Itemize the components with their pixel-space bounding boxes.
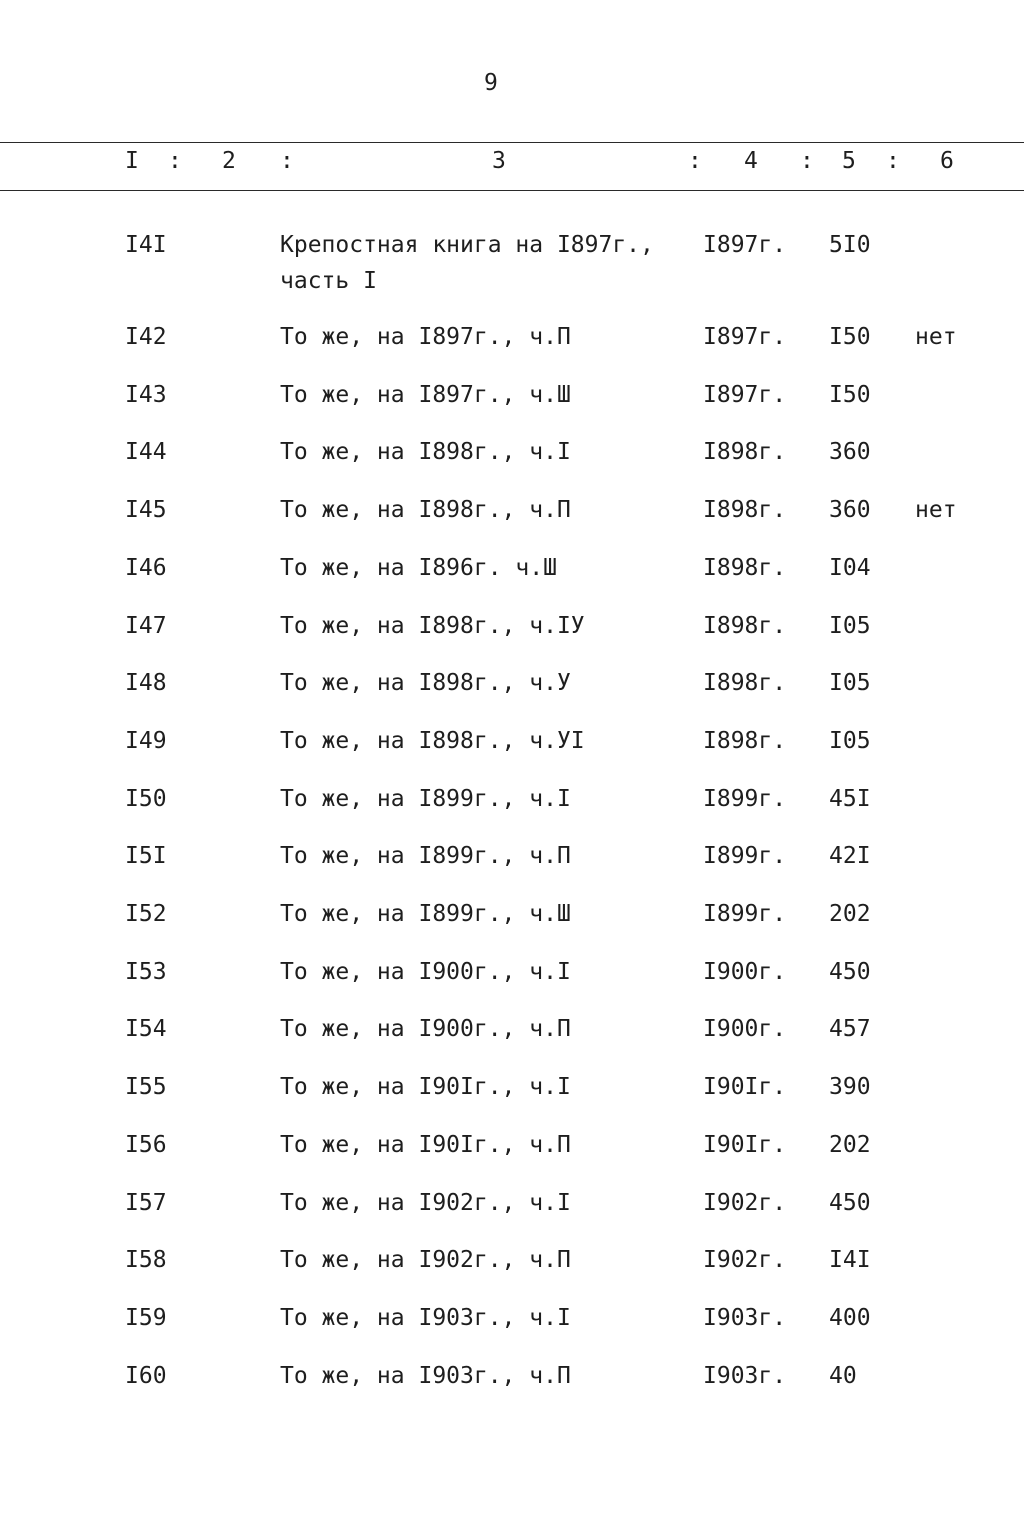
header-separator: : bbox=[280, 148, 294, 174]
row-number: I44 bbox=[125, 439, 167, 466]
row-count: 42I bbox=[829, 843, 871, 870]
row-number: I47 bbox=[125, 612, 167, 639]
row-date: I900г. bbox=[703, 1016, 787, 1043]
header-separator: : bbox=[800, 148, 814, 174]
row-description: То же, на I898г., ч.П bbox=[280, 497, 571, 524]
row-number: I58 bbox=[125, 1247, 167, 1274]
row-number: I57 bbox=[125, 1189, 167, 1216]
row-count: 457 bbox=[829, 1016, 871, 1043]
row-number: I52 bbox=[125, 901, 167, 927]
row-count: I4I bbox=[829, 1247, 871, 1274]
row-date: I897г. bbox=[703, 232, 787, 258]
row-description: То же, на I899г., ч.Ш bbox=[280, 901, 571, 927]
row-date: I897г. bbox=[703, 381, 787, 408]
row-description: часть I bbox=[280, 268, 377, 294]
row-description: То же, на I900г., ч.П bbox=[280, 1016, 571, 1043]
row-count: I04 bbox=[829, 554, 871, 581]
row-date: I900г. bbox=[703, 958, 787, 985]
row-count: 360 bbox=[829, 439, 871, 466]
header-col-5: 5 bbox=[842, 148, 856, 174]
row-description: То же, на I899г., ч.П bbox=[280, 843, 571, 870]
row-count: 40 bbox=[829, 1362, 857, 1389]
row-count: 202 bbox=[829, 1131, 871, 1158]
row-number: I60 bbox=[125, 1362, 167, 1389]
header-col-3: 3 bbox=[492, 148, 506, 174]
header-separator: : bbox=[168, 148, 182, 174]
row-date: I90Iг. bbox=[703, 1131, 787, 1158]
row-number: I45 bbox=[125, 497, 167, 524]
row-count: I05 bbox=[829, 727, 871, 754]
row-description: То же, на I90Iг., ч.I bbox=[280, 1074, 571, 1101]
row-description: То же, на I898г., ч.IУ bbox=[280, 612, 585, 639]
row-description: То же, на I897г., ч.П bbox=[280, 324, 571, 350]
row-description: То же, на I899г., ч.I bbox=[280, 785, 571, 812]
row-date: I902г. bbox=[703, 1189, 787, 1216]
row-date: I898г. bbox=[703, 612, 787, 639]
row-description: То же, на I903г., ч.П bbox=[280, 1362, 571, 1389]
row-count: 202 bbox=[829, 901, 871, 927]
row-number: I56 bbox=[125, 1131, 167, 1158]
row-date: I899г. bbox=[703, 843, 787, 870]
row-date: I898г. bbox=[703, 670, 787, 697]
row-date: I897г. bbox=[703, 324, 787, 350]
header-separator: : bbox=[886, 148, 900, 174]
row-date: I903г. bbox=[703, 1304, 787, 1331]
page-number: 9 bbox=[484, 70, 498, 96]
header-top-rule bbox=[0, 142, 1024, 143]
header-col-1: I bbox=[125, 148, 139, 174]
header-col-6: 6 bbox=[940, 148, 954, 174]
row-number: I55 bbox=[125, 1074, 167, 1101]
row-number: I4I bbox=[125, 232, 167, 258]
row-description: То же, на I90Iг., ч.П bbox=[280, 1131, 571, 1158]
row-count: 45I bbox=[829, 785, 871, 812]
header-col-2: 2 bbox=[222, 148, 236, 174]
row-count: I05 bbox=[829, 612, 871, 639]
row-number: I43 bbox=[125, 381, 167, 408]
row-number: I54 bbox=[125, 1016, 167, 1043]
row-number: I46 bbox=[125, 554, 167, 581]
header-separator: : bbox=[688, 148, 702, 174]
row-description: То же, на I902г., ч.I bbox=[280, 1189, 571, 1216]
row-count: 400 bbox=[829, 1304, 871, 1331]
row-count: 390 bbox=[829, 1074, 871, 1101]
header-col-4: 4 bbox=[744, 148, 758, 174]
row-description: То же, на I896г. ч.Ш bbox=[280, 554, 557, 581]
row-date: I898г. bbox=[703, 497, 787, 524]
row-date: I903г. bbox=[703, 1362, 787, 1389]
row-count: I50 bbox=[829, 324, 871, 350]
row-number: I59 bbox=[125, 1304, 167, 1331]
row-date: I898г. bbox=[703, 554, 787, 581]
header-bottom-rule bbox=[0, 190, 1024, 191]
row-description: То же, на I898г., ч.У bbox=[280, 670, 571, 697]
row-date: I902г. bbox=[703, 1247, 787, 1274]
row-number: I50 bbox=[125, 785, 167, 812]
row-description: То же, на I903г., ч.I bbox=[280, 1304, 571, 1331]
row-note: нет bbox=[915, 497, 957, 524]
row-description: То же, на I902г., ч.П bbox=[280, 1247, 571, 1274]
row-description: Крепостная книга на I897г., bbox=[280, 232, 654, 258]
row-date: I899г. bbox=[703, 901, 787, 927]
row-date: I90Iг. bbox=[703, 1074, 787, 1101]
row-count: I50 bbox=[829, 381, 871, 408]
row-number: I53 bbox=[125, 958, 167, 985]
row-count: I05 bbox=[829, 670, 871, 697]
row-count: 5I0 bbox=[829, 232, 871, 258]
row-number: I42 bbox=[125, 324, 167, 350]
row-description: То же, на I900г., ч.I bbox=[280, 958, 571, 985]
row-count: 450 bbox=[829, 1189, 871, 1216]
row-count: 360 bbox=[829, 497, 871, 524]
row-count: 450 bbox=[829, 958, 871, 985]
row-number: I5I bbox=[125, 843, 167, 870]
row-number: I49 bbox=[125, 727, 167, 754]
row-description: То же, на I897г., ч.Ш bbox=[280, 381, 571, 408]
row-description: То же, на I898г., ч.УI bbox=[280, 727, 585, 754]
row-date: I899г. bbox=[703, 785, 787, 812]
row-number: I48 bbox=[125, 670, 167, 697]
row-date: I898г. bbox=[703, 727, 787, 754]
row-description: То же, на I898г., ч.I bbox=[280, 439, 571, 466]
row-note: нет bbox=[915, 324, 957, 350]
row-date: I898г. bbox=[703, 439, 787, 466]
